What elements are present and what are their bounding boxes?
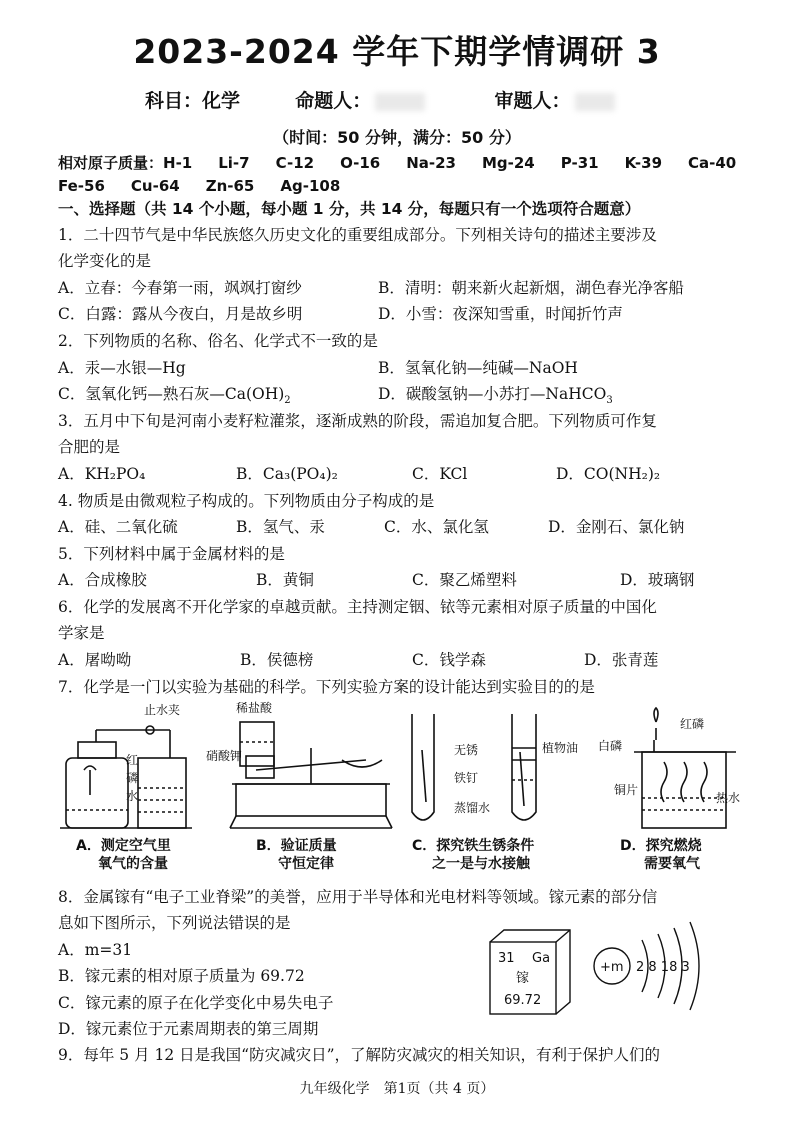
label-dilute-hcl: 稀盐酸 xyxy=(236,701,273,715)
stem-line: 学家是 xyxy=(58,624,105,642)
section-heading: 一、选择题（共 14 个小题，每小题 1 分，共 14 分，每题只有一个选项符合题意） xyxy=(58,200,641,218)
question-5-stem: 5．下列材料中属于金属材料的是 xyxy=(58,545,285,563)
atomic-mass: Fe-56 xyxy=(58,177,105,195)
label-water: 水 xyxy=(126,789,139,803)
author-label: 命题人： xyxy=(295,90,372,112)
stem-line: 合肥的是 xyxy=(58,438,121,456)
q4-option-b: B．氢气、汞 xyxy=(236,518,325,536)
fig-b-apparatus xyxy=(230,722,392,828)
exam-title: 2023-2024 学年下期学情调研 3 xyxy=(133,32,661,71)
atomic-mass: Ca-40 xyxy=(688,154,737,172)
q5-option-b: B．黄铜 xyxy=(256,571,314,589)
atomic-mass: Li-7 xyxy=(218,154,250,172)
formula-subscript: 3 xyxy=(606,395,613,407)
question-4-stem: 4. 物质是由微观粒子构成的。下列物质由分子构成的是 xyxy=(58,492,435,510)
atomic-mass: Ag-108 xyxy=(280,177,341,195)
q1-option-b: B．清明：朝来新火起新烟，湖色春光净客船 xyxy=(378,279,684,297)
label-copper-sheet: 铜片 xyxy=(614,783,639,797)
q5-option-a: A．合成橡胶 xyxy=(58,571,147,589)
label-stop-clip: 止水夹 xyxy=(144,703,181,717)
q5-option-d: D．玻璃钢 xyxy=(620,571,695,589)
q6-option-a: A．屠呦呦 xyxy=(58,651,132,669)
element-name: 镓 xyxy=(516,971,530,986)
q2-option-c xyxy=(58,382,291,406)
formula-text: C．氢氧化钙—熟石灰—Ca(OH) xyxy=(58,385,285,403)
label-kno3: 硝酸钾 xyxy=(206,749,243,763)
label-red: 红 xyxy=(126,753,139,767)
q4-option-d: D．金刚石、氯化钠 xyxy=(548,518,685,536)
q3-option-b: B．Ca₃(PO₄)₂ xyxy=(236,465,338,483)
label-vegetable-oil: 植物油 xyxy=(542,741,579,755)
q2-option-a: A．汞—水银—Hg xyxy=(58,359,186,377)
atomic-masses-label: 相对原子质量： xyxy=(58,154,164,172)
atomic-mass: K-39 xyxy=(624,154,663,172)
subject-line xyxy=(145,86,615,113)
label-hot-water: 热水 xyxy=(716,791,741,805)
stem-line: 化学变化的是 xyxy=(58,252,152,270)
caption-b1: B．验证质量 xyxy=(256,838,337,854)
atomic-mass: Na-23 xyxy=(406,154,456,172)
time-info: （时间：50 分钟，满分：50 分） xyxy=(273,128,521,147)
q1-option-c: C．白露：露从今夜白，月是故乡明 xyxy=(58,305,303,323)
stem-line: 息如下图所示，下列说法错误的是 xyxy=(58,914,291,932)
q3-option-c: C．KCl xyxy=(412,465,468,483)
label-white-phosphorus: 白磷 xyxy=(598,739,623,753)
q8-option-b: B．镓元素的相对原子质量为 69.72 xyxy=(58,967,305,985)
formula-text: D．碳酸氢钠—小苏打—NaHCO xyxy=(378,385,607,403)
q8-option-c: C．镓元素的原子在化学变化中易失电子 xyxy=(58,994,334,1012)
atomic-masses xyxy=(58,152,758,198)
q4-option-a: A．硅、二氧化硫 xyxy=(58,518,178,536)
atomic-mass: C-12 xyxy=(275,154,315,172)
q5-option-c: C．聚乙烯塑料 xyxy=(412,571,517,589)
caption-d2: 需要氧气 xyxy=(644,856,700,872)
question-7-stem: 7．化学是一门以实验为基础的科学。下列实验方案的设计能达到实验目的的是 xyxy=(58,678,595,696)
q6-option-c: C．钱学森 xyxy=(412,651,486,669)
stem-line: 3．五月中下旬是河南小麦籽粒灌浆，逐渐成熟的阶段，需追加复合肥。下列物质可作复 xyxy=(58,412,657,430)
label-rust-free: 无锈 xyxy=(454,743,479,757)
label-phosphorus: 磷 xyxy=(126,771,139,785)
question-9-stem: 9．每年 5 月 12 日是我国“防灾减灾日”，了解防灾减灾的相关知识，有利于保护人们的 xyxy=(58,1046,661,1064)
q2-option-b: B．氢氧化钠—纯碱—NaOH xyxy=(378,359,578,377)
caption-a1: A．测定空气里 xyxy=(76,838,171,854)
stem-line: 6．化学的发展离不开化学家的卓越贡献。主持测定铟、铱等元素相对原子质量的中国化 xyxy=(58,598,657,616)
q8-option-a: A．m=31 xyxy=(58,941,133,959)
q6-option-b: B．侯德榜 xyxy=(240,651,314,669)
caption-b2: 守恒定律 xyxy=(278,856,334,872)
q1-option-a: A．立春：今春第一雨，飒飒打窗纱 xyxy=(58,279,302,297)
atomic-mass: Zn-65 xyxy=(205,177,255,195)
question-1-stem xyxy=(58,222,748,274)
atomic-mass: Cu-64 xyxy=(130,177,180,195)
q3-option-a: A．KH₂PO₄ xyxy=(58,465,146,483)
stem-line: 1．二十四节气是中华民族悠久历史文化的重要组成部分。下列相关诗句的描述主要涉及 xyxy=(58,226,657,244)
label-iron-nail: 铁钉 xyxy=(454,771,479,785)
stem-line: 8．金属镓有“电子工业脊梁”的美誉，应用于半导体和光电材料等领域。镓元素的部分信 xyxy=(58,888,658,906)
atomic-mass: O-16 xyxy=(340,154,381,172)
caption-c1: C．探究铁生锈条件 xyxy=(412,838,535,854)
caption-c2: 之一是与水接触 xyxy=(432,856,530,872)
question-6-stem xyxy=(58,594,748,646)
subject-label: 科目：化学 xyxy=(145,90,241,112)
question-3-stem xyxy=(58,408,748,460)
q4-option-c: C．水、氯化氢 xyxy=(384,518,489,536)
q2-option-d xyxy=(378,382,613,406)
electron-shells: 2 8 18 3 xyxy=(636,960,690,975)
page-footer: 九年级化学 第1页（共 4 页） xyxy=(299,1081,495,1097)
reviewer-label: 审题人： xyxy=(494,90,571,112)
nucleus-charge: +m xyxy=(600,960,624,975)
redacted-author xyxy=(375,93,425,111)
atomic-mass: Mg-24 xyxy=(481,154,535,172)
q8-option-d: D．镓元素位于元素周期表的第三周期 xyxy=(58,1020,319,1038)
atomic-mass: H-1 xyxy=(163,154,193,172)
caption-a2: 氧气的含量 xyxy=(98,856,168,872)
label-distilled-water: 蒸馏水 xyxy=(454,801,491,815)
q7-experiment-figures xyxy=(60,700,750,880)
label-red-phosphorus: 红磷 xyxy=(680,717,705,731)
q6-option-d: D．张青莲 xyxy=(584,651,659,669)
caption-d1: D．探究燃烧 xyxy=(620,838,702,854)
redacted-reviewer xyxy=(575,93,615,111)
question-2-stem: 2．下列物质的名称、俗名、化学式不一致的是 xyxy=(58,332,378,350)
gallium-figure xyxy=(480,920,750,1020)
element-mass: 69.72 xyxy=(504,993,542,1008)
q1-option-d: D．小雪：夜深知雪重，时闻折竹声 xyxy=(378,305,623,323)
element-number: 31 xyxy=(498,951,515,966)
atomic-mass: P-31 xyxy=(560,154,599,172)
element-symbol: Ga xyxy=(532,951,551,966)
q3-option-d: D．CO(NH₂)₂ xyxy=(556,465,661,483)
formula-subscript: 2 xyxy=(284,395,291,407)
